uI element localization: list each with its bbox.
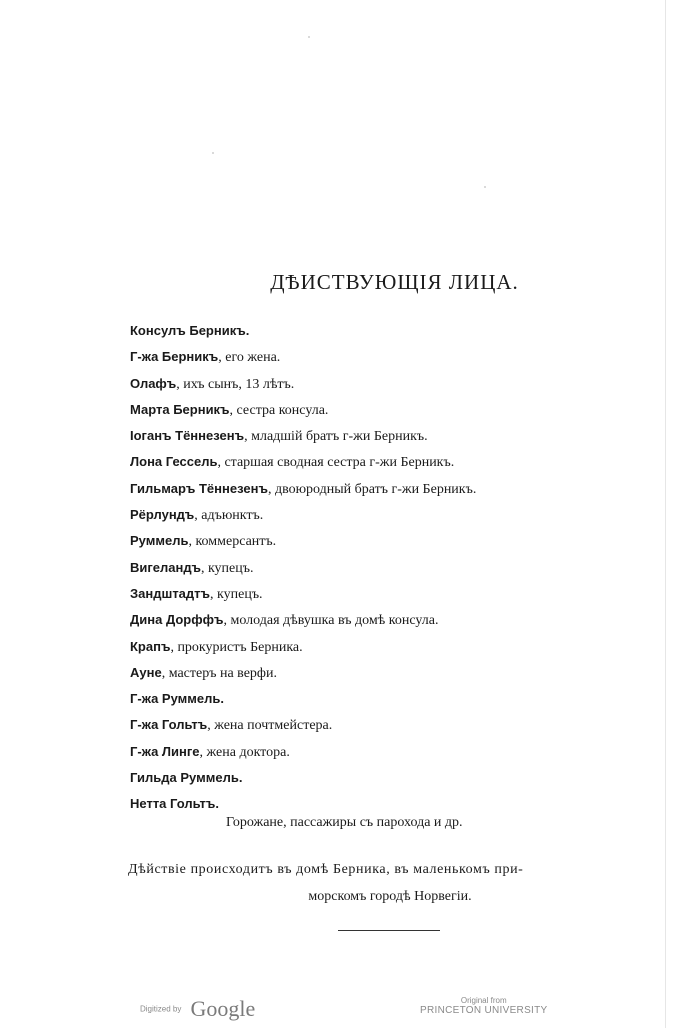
character-name: Дина Дорффъ [130, 612, 224, 628]
character-description: , купецъ. [200, 560, 254, 576]
character-name: Марта Берникъ [130, 401, 230, 417]
character-name: Г-жа Руммель. [130, 691, 224, 707]
original-from-watermark [420, 996, 548, 1016]
character-description: , мастеръ на верфи. [161, 665, 277, 681]
cast-entry [130, 397, 476, 423]
character-name: Консулъ Берникъ. [130, 323, 250, 338]
cast-entry [130, 739, 476, 765]
character-name: Г-жа Линге [130, 743, 200, 759]
setting-line-1: Дѣйствiе происходитъ въ домѣ Берника, въ маленькомъ при- [128, 862, 524, 877]
character-name: Ауне [130, 664, 162, 680]
character-name: Гильда Руммель. [130, 770, 243, 786]
character-name: Г-жа Берникъ [130, 349, 219, 365]
digitized-by-label: Digitized by [140, 1004, 182, 1014]
character-description: , купецъ. [210, 586, 263, 602]
original-from-label: Original from [460, 996, 507, 1005]
character-description: , сестра консула. [229, 402, 329, 418]
character-name: Нетта Гольтъ. [130, 796, 219, 812]
cast-entry [130, 502, 476, 528]
character-description: , его жена. [218, 350, 281, 366]
cast-entry [130, 634, 476, 660]
character-name: Олафъ [130, 375, 177, 391]
character-description: , жена доктора. [199, 744, 290, 760]
character-name: Крапъ [130, 638, 171, 654]
cast-entry [130, 581, 476, 607]
cast-entry [130, 660, 476, 686]
character-description: , старшая сводная сестра г-жи Берникъ. [217, 455, 455, 471]
cast-entry [130, 712, 476, 738]
setting-note [128, 856, 652, 910]
character-description: , прокуристъ Берника. [170, 639, 303, 655]
character-name: Лона Гессель [130, 454, 218, 470]
character-description: , младшiй братъ г-жи Берникъ. [244, 429, 428, 445]
cast-entry [130, 344, 476, 370]
character-description: , коммерсантъ. [188, 534, 277, 550]
character-name: Зандштадтъ [130, 585, 211, 601]
digitized-by-watermark [140, 996, 255, 1020]
character-name: Руммель [130, 533, 189, 549]
cast-entry [130, 607, 476, 633]
cast-list [130, 318, 476, 818]
setting-line-2: морскомъ городѣ Норвегiи. [308, 889, 472, 904]
character-name: Вигеландъ [130, 559, 201, 575]
townsfolk-line: Горожане, пассажиры съ парохода и др. [226, 815, 463, 830]
cast-entry [130, 528, 476, 554]
cast-entry [130, 318, 476, 344]
character-name: Iоганъ Тённезенъ [130, 428, 245, 444]
cast-entry [130, 449, 476, 475]
cast-entry [130, 423, 476, 449]
cast-entry [130, 371, 476, 397]
character-name: Г-жа Гольтъ [130, 717, 208, 733]
cast-entry [130, 765, 476, 791]
character-description: , двоюродный братъ г-жи Берникъ. [267, 481, 477, 497]
section-divider [338, 930, 440, 931]
paper-speck [212, 152, 214, 154]
character-description: , ихъ сынъ, 13 лѣтъ. [176, 376, 295, 392]
cast-entry [130, 476, 476, 502]
cast-entry [130, 555, 476, 581]
cast-entry [130, 686, 476, 712]
character-name: Гильмаръ Тённезенъ [130, 480, 268, 496]
character-description: , жена почтмейстера. [207, 718, 333, 734]
page-edge-line [665, 0, 666, 1028]
character-description: , молодая дѣвушка въ домѣ консула. [223, 613, 439, 629]
institution-label: PRINCETON UNIVERSITY [420, 1005, 548, 1016]
character-description: , адъюнктъ. [194, 508, 264, 524]
character-name: Рёрлундъ [130, 507, 195, 523]
paper-speck [484, 186, 486, 188]
paper-speck [308, 36, 310, 38]
page-title: ДѢИСТВУЮЩIЯ ЛИЦА. [270, 270, 519, 294]
google-logo: Google [190, 996, 256, 1021]
cast-entry [130, 791, 476, 817]
